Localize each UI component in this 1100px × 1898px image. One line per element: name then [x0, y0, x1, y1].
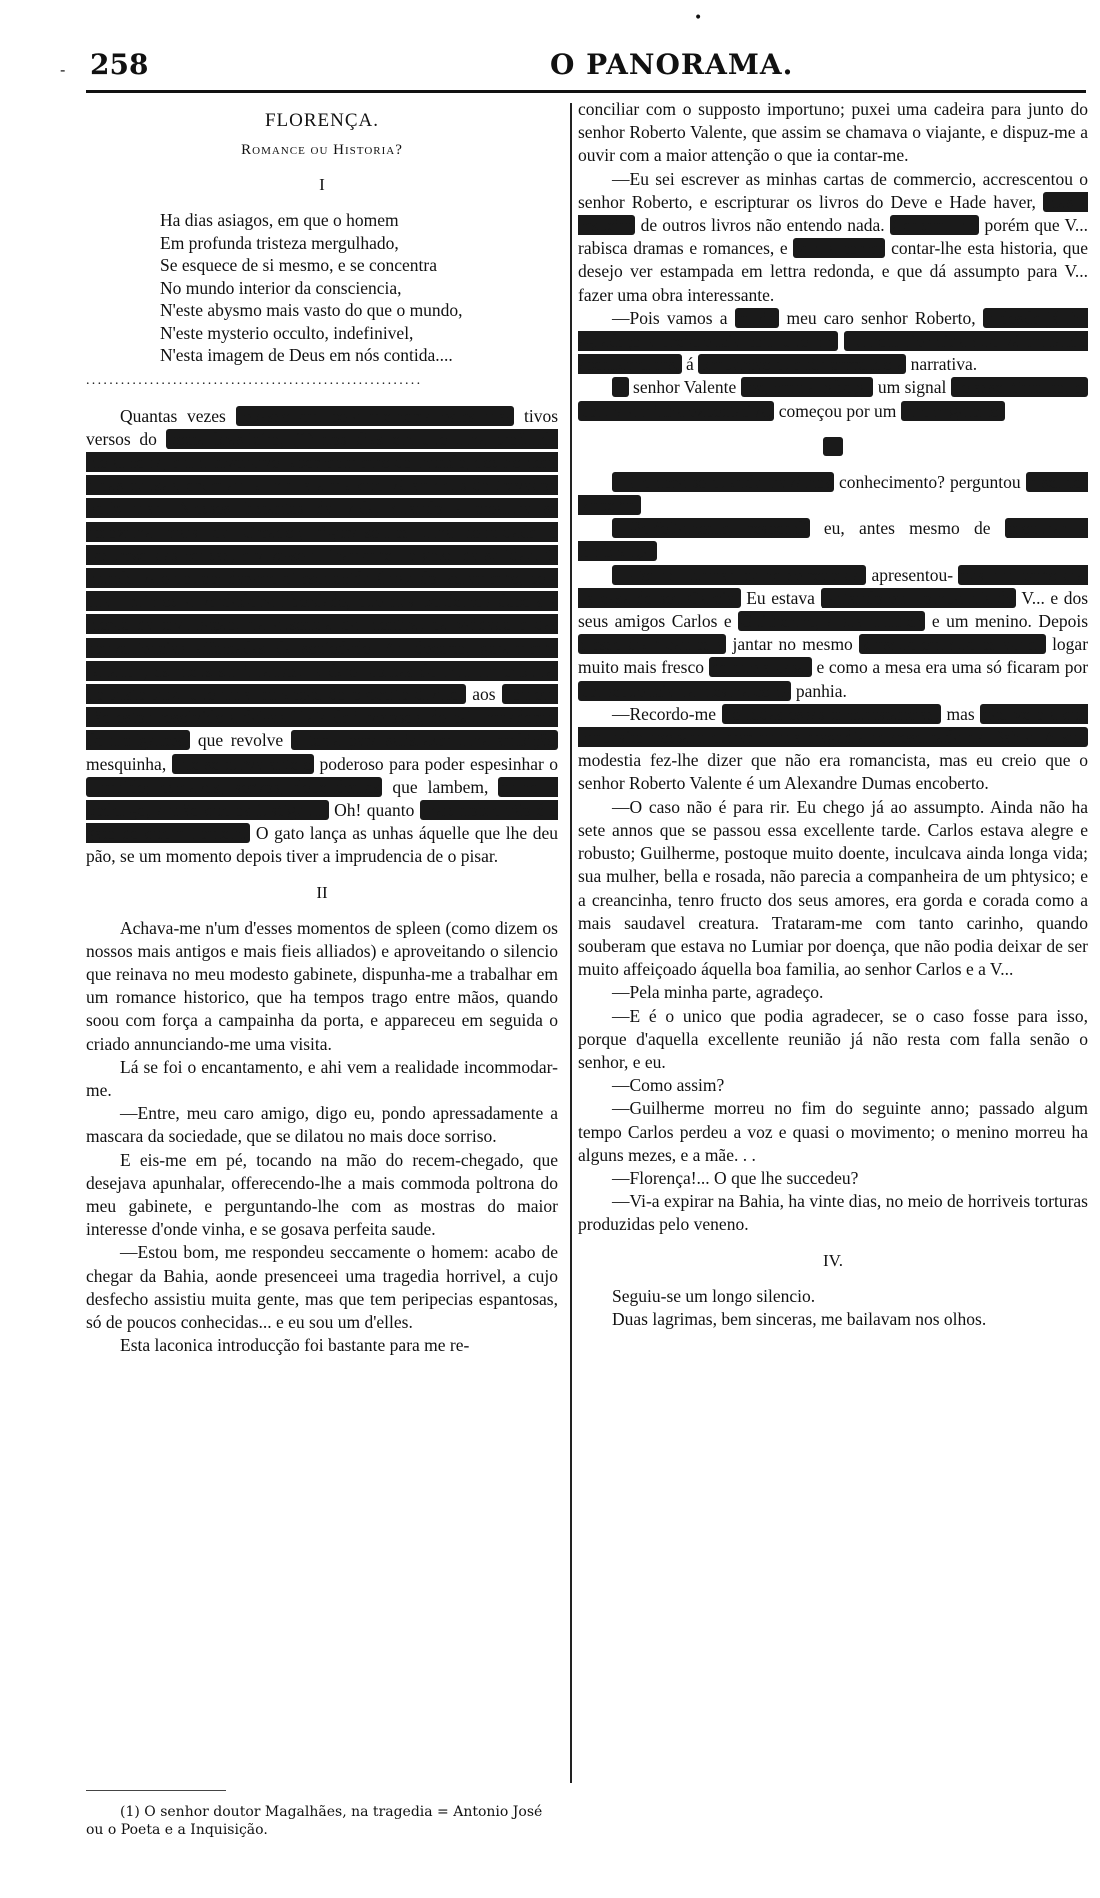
- ink-smudged-text: vim a correr: [795, 238, 884, 259]
- text: narrativa.: [910, 354, 978, 375]
- text: e um menino. Depois: [931, 611, 1089, 632]
- text: jantar no mesmo: [732, 634, 853, 655]
- ink-smudged-text: do que a casa,: [710, 657, 810, 678]
- ink-smudged-text: —Foi no Lumiar, como se recorda,: [614, 564, 865, 585]
- section-number-3: [578, 437, 1088, 457]
- text: eu, antes mesmo de: [823, 518, 991, 539]
- ink-smudged-text: repasso em pela memoria estes ma-: [237, 405, 513, 426]
- paragraph: —E é o unico que podia agradecer, se o caso fosse para isso, porque d'aquella excellente reunião já não resta com falla senão o senhor, e eu.: [578, 1005, 1088, 1072]
- ink-smudged-text: a terra para satisfazer uma ambição: [292, 730, 556, 751]
- ink-smudged-text: ouvir,: [736, 307, 778, 328]
- paragraph: [578, 307, 1088, 377]
- poem-line: No mundo interior da consciencia,: [160, 277, 402, 298]
- paragraph: Achava-me n'um d'esses momentos de spleen (como dizem os nossos mais antigos e mais fieis alliados) e aproveitando o silencio que reinava no meu modesto gabinete, dispunha-me a trabalhar em um romance historico, que ha tempos trago entre mãos, quando soou com força a campainha da porta, e appareceu em seguida o criado annunciando-me uma visita.: [86, 917, 558, 1054]
- ink-smudged-text: humilde; escravos, servos, dependentes: [88, 776, 381, 797]
- paragraph: —Vi-a expirar na Bahia, ha vinte dias, no meio de horriveis torturas produzidas pelo veneno.: [578, 1191, 1088, 1235]
- text: tivos versos do: [86, 405, 559, 449]
- poem-line: N'este abysmo mais vasto do que o mundo,: [160, 300, 463, 320]
- ink-smudged-text: mas a respeito: [578, 191, 1089, 236]
- text: logar muito mais fresco: [578, 634, 1089, 678]
- text: á: [685, 354, 694, 375]
- ink-smudged-text: —Perfeitamente, respondi: [614, 518, 808, 539]
- paragraph: —O caso não é para rir. Eu chego já ao assumpto. Ainda não ha sete annos que se passou essa excellente tarde. Carlos estava alegre e robusto; Guilherme, postoque muito doente, inculcava ainda longa vida; sua mulher, bella e rosada, não parecia a companheira de um phtysico; e a creancinha, tenro fructo dos seus amores, era gorda e corada como a mais saudavel creatura. Trataram-me com tanto carinho, quando souberam que estava no Lumiar por doença, que não podia deixar de ser muito affeiçoado áquella boa familia, ao senhor Carlos e a V...: [578, 796, 1088, 980]
- poem-line: N'esta imagem de Deus em nós contida....: [160, 345, 453, 365]
- ink-smudged-text: não vejo a que proposito possam entrar n'uma tragedia representada na Bahia. A sua: [578, 703, 1089, 748]
- ink-smudged-text: contra a minha expectativa,: [580, 400, 773, 421]
- paragraph: [578, 703, 1088, 796]
- section-number-2: II: [316, 882, 328, 902]
- text: começou por um: [778, 400, 897, 421]
- right-column: [578, 98, 1088, 1331]
- ink-smudged-text: kiosque em que os achei,: [861, 634, 1044, 655]
- section-number-4: IV.: [823, 1250, 843, 1270]
- text: mesquinha,: [86, 753, 167, 774]
- page-number: 258: [90, 48, 149, 81]
- text: —Recordo-me: [612, 703, 716, 724]
- ink-smudged-text: proporção que fôr correndo a: [700, 354, 905, 375]
- text: que revolve: [197, 730, 284, 751]
- column-divider: [570, 103, 572, 1783]
- ink-smudged-text: poeta brasileiro, (1) nos dias em que uma profunda melancolia, e um invencivel aborrecimento do mundo, dos homens e das cousas, ordenam a minha alma que vá ao deus do trevador. Feliz mar! N'esses instantes da vida, quando a creatura se aproxima mais do Creador, figura-se-nos uma felicidade o desprezo das cousas, e vive-se unicamente no gozo da solidão. O mundo vale pouco; dar-me-ei esquecido á paz do isolamento, pela qual fruimos a verdadeira liberdade, que nos perdemos depois a mercê da civilisação, na ausencia da mentira, da vaidade e das conveniencias affectadas da sociedade. Ah decerto, geralmente fallando, os meus similhantes! E darei contas de mim no tribunal do Justo Juiz, que uma infracção do preceito divino;: [86, 428, 558, 704]
- text: Quantas vezes: [120, 405, 226, 426]
- paragraph: —Entre, meu caro amigo, digo eu, pondo apressadamente a mascara da sociedade, que se dilatou no mais doce sorriso.: [86, 1103, 558, 1147]
- ink-smudged-text: de assentimento, e,: [952, 377, 1087, 398]
- margin-mark: -: [60, 60, 66, 79]
- paragraph: —Como assim?: [612, 1075, 725, 1096]
- ink-smudged-text: d'esse dia ficámos a: [580, 634, 725, 655]
- paragraph: Seguiu-se um longo silencio.: [612, 1285, 816, 1306]
- text: —Eu sei escrever as minhas cartas de commercio, accrescentou o senhor Roberto, e escripturar os livros do Deve e Hade haver,: [578, 168, 1088, 212]
- ink-smudged-text: Guilherme, a sua mulher,: [740, 611, 924, 632]
- text: de outros livros não entendo nada.: [640, 215, 885, 236]
- text: —Pois vamos a: [612, 307, 728, 328]
- text: apresentou-: [871, 564, 954, 585]
- article-title: FLORENÇA.: [264, 110, 380, 131]
- poem-line: Se esquece de si mesmo, e se concentra: [160, 255, 437, 275]
- paragraph: [578, 376, 1088, 422]
- article-subtitle: Romance ou Historia?: [241, 142, 403, 158]
- text: aos: [472, 683, 496, 704]
- paragraph: [578, 471, 1088, 517]
- paragraph: E eis-me em pé, tocando na mão do recem-chegado, que desejava apunhalar, offerecendo-lhe a mais commoda poltrona do meu gabinete, e perguntando-lhe com as mostras do maior interesse d'onde vinha, e se gosava perfeita saude.: [86, 1149, 558, 1240]
- text: contar-lhe esta historia, que desejo ver estampada em lettra redonda, e que dá assumpto para V... fazer uma obra interessante.: [578, 238, 1089, 305]
- ink-smudged-text: e desde já lhe agradeço a preferencia com que me: [578, 307, 1089, 352]
- paragraph: [578, 168, 1088, 307]
- page-header: [90, 48, 1090, 92]
- text: e como a mesa era uma só ficaram por: [816, 657, 1089, 678]
- ink-smudged-text: —Lembra-se quando travámos: [614, 471, 832, 492]
- section-number-1: I: [319, 175, 325, 194]
- text: Oh! quanto: [334, 799, 415, 820]
- text: meu caro senhor Roberto,: [786, 307, 976, 328]
- paragraph: Duas lagrimas, bem sinceras, me bailavam nos olhos.: [612, 1308, 987, 1329]
- text: panhia.: [795, 680, 847, 701]
- print-speck: •: [694, 10, 703, 26]
- text: poderoso para poder espesinhar o: [319, 753, 559, 774]
- ink-smudged-text: o senhor Roberto.: [578, 471, 1089, 516]
- ink-smudged-text: nos, um certo dia, na casa do seu Garcia.: [578, 564, 1089, 608]
- text: conhecimento? perguntou: [839, 471, 1021, 492]
- ink-smudged-text: interrogatorio.: [902, 400, 1004, 421]
- text: modestia fez-lhe dizer que não era romancista, mas eu creio que o senhor Roberto Valente é um Alexandre Dumas encoberto.: [578, 750, 1088, 794]
- poem-line: Em profunda tristeza mergulhado,: [160, 232, 399, 253]
- ink-smudged-text: Constou-me: [891, 215, 978, 236]
- dotted-separator: ..........................................................: [86, 372, 423, 388]
- text: que lambem,: [392, 776, 489, 797]
- ink-smudged-text: homens não estou resolvido a dal-as. Haja de invejosos, de calumniadores, de intrigantes,: [86, 683, 559, 751]
- paragraph: [578, 564, 1088, 703]
- paragraph: Esta laconica introducção foi bastante para me re-: [120, 1335, 470, 1356]
- text: V... e dos seus amigos Carlos e: [578, 587, 1089, 632]
- footnote: (1) O senhor doutor Magalhães, na tragedia = Antonio José ou o Poeta e a Inquisição.: [86, 1804, 543, 1838]
- ink-smudged-text: III: [824, 436, 842, 456]
- text: porém que V... rabisca dramas e romances, e: [578, 215, 1089, 259]
- footnote-rule: [86, 1790, 226, 1791]
- paragraph: —Estou bom, me respondeu seccamente o homem: acabo de chegar da Bahia, aonde presenceei uma tragedia horrivel, a cujo desfecho assistiu muita gente, mas que tem peripecias espantosas, só de poucos conhecidas... e eu sou um d'elles.: [86, 1242, 558, 1333]
- paragraph: [86, 405, 558, 869]
- paragraph: —Guilherme morreu no fim do seguinte anno; passado algum tempo Carlos perdeu a voz e quasi o movimento; o menino morreu ha alguns mezes, e a mãe. . .: [578, 1098, 1088, 1165]
- text: um signal: [877, 377, 947, 398]
- ink-smudged-text: procurar a lembrança.: [578, 518, 1088, 562]
- paragraph: conciliar com o supposto importuno; puxei uma cadeira para junto do senhor Roberto Valente, que assim se chamava o viajante, e dispuz-me a ouvir com a maior attenção o que ia contar-me.: [578, 99, 1088, 166]
- poem-line: Ha dias asiagos, em que o homem: [160, 210, 399, 230]
- text: Eu estava: [746, 587, 815, 608]
- epigraph-poem: [160, 209, 558, 367]
- ink-smudged-text: O: [614, 377, 627, 398]
- ink-smudged-text: que se curva ante o: [173, 753, 313, 774]
- ink-smudged-text: jantando em companhia de: [822, 587, 1015, 608]
- ink-smudged-text: como o podengo, a mão que os fustigou...: [86, 776, 559, 820]
- paragraph: —Florença!... O que lhe succedeu?: [612, 1167, 859, 1188]
- paragraph: [578, 517, 1088, 563]
- ink-smudged-text: honrou. Permitta que vá tomando apontamentos,: [578, 331, 1089, 375]
- ink-smudged-text: mais nobre não é o gato do que o homem!: [86, 799, 559, 844]
- left-column: [86, 98, 558, 1357]
- ink-smudged-text: consequencia na mesma com-: [580, 680, 790, 701]
- text: senhor Valente: [633, 377, 737, 398]
- journal-title: O PANORAMA.: [550, 48, 794, 81]
- text: mas: [946, 703, 975, 724]
- paragraph: —Pela minha parte, agradeço.: [612, 982, 824, 1003]
- header-rule: [86, 90, 1086, 93]
- text: O gato lança as unhas áquelle que lhe deu pão, se um momento depois tiver a imprudencia de o pisar.: [86, 823, 559, 867]
- paragraph: Lá se foi o encantamento, e ahi vem a realidade incommodar-me.: [86, 1056, 558, 1100]
- ink-smudged-text: fez, com a cabeça,: [742, 377, 872, 398]
- ink-smudged-text: de todas essas circumstancias,: [723, 703, 939, 724]
- poem-line: N'este mysterio occulto, indefinivel,: [160, 322, 414, 343]
